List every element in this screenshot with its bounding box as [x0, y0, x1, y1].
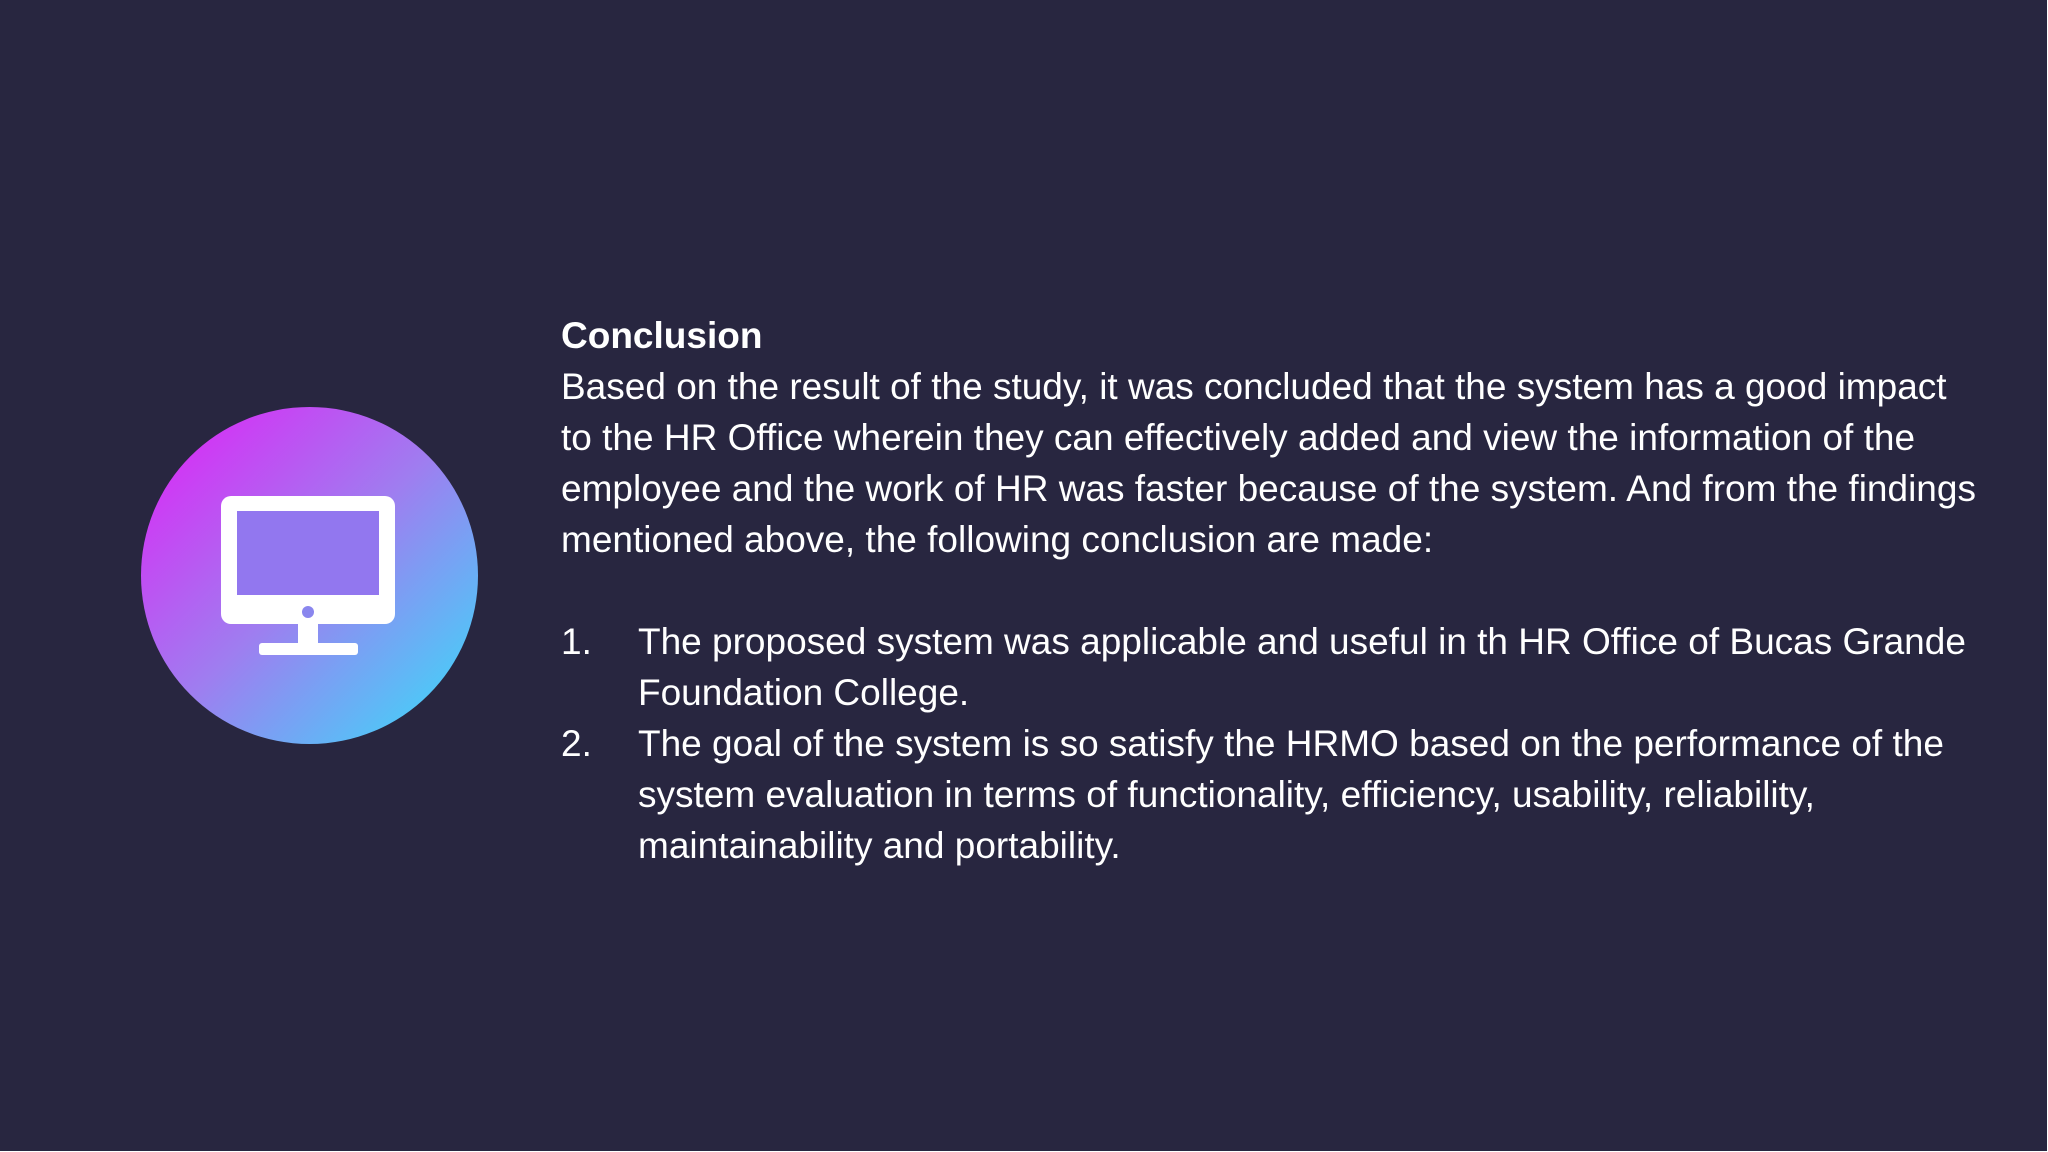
- conclusion-list: [561, 616, 1981, 871]
- monitor-badge: [141, 407, 478, 744]
- list-item-text: The goal of the system is so satisfy the HRMO based on the performance of the system evaluation in terms of functionality, efficiency, usability, reliability, maintainability and portability.: [638, 723, 1944, 866]
- list-item: [561, 718, 1981, 871]
- list-item-number: 1.: [561, 621, 592, 662]
- list-item-number: 2.: [561, 723, 592, 764]
- list-item-text: The proposed system was applicable and useful in th HR Office of Bucas Grande Foundation College.: [638, 621, 1966, 713]
- conclusion-paragraph: Based on the result of the study, it was concluded that the system has a good impact to the HR Office wherein they can effectively added and view the information of the employee and the work of HR was faster because of the system. And from the findings mentioned above, the following conclusion are made:: [561, 366, 1976, 560]
- monitor-icon: [141, 407, 478, 744]
- spacer: [561, 565, 1981, 616]
- heading: Conclusion: [561, 315, 763, 356]
- conclusion-text-block: [561, 310, 1981, 871]
- list-item: [561, 616, 1981, 718]
